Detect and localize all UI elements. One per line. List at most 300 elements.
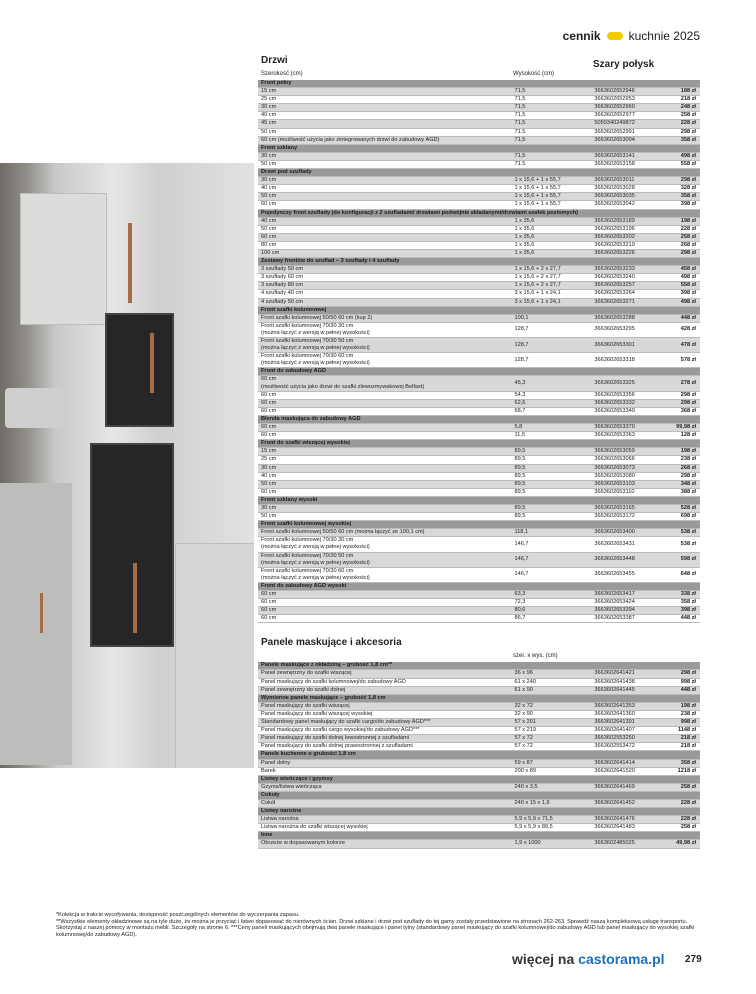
table-row	[258, 529, 700, 537]
table-row	[258, 687, 700, 695]
item-name: 15 cm	[261, 88, 277, 95]
item-price: 398 zł	[680, 607, 696, 614]
item-name: Front szafki kolumnowej 70/30 30 cm (można łączyć z wersją w pełnej wysokości)	[261, 322, 370, 336]
item-dimension: 89,5	[514, 448, 526, 455]
table-row	[258, 816, 700, 824]
item-dimension: 1 x 15,6 + 1 x 55,7	[514, 193, 561, 200]
item-dimension: 89,5	[514, 464, 526, 471]
item-dimension: 57 x 201	[514, 719, 536, 726]
item-code: 3663602653189	[594, 217, 635, 224]
table-row	[258, 727, 700, 735]
item-price: 358 zł	[680, 599, 696, 606]
item-price: 298 zł	[680, 472, 696, 479]
item-price: 558 zł	[680, 282, 696, 289]
item-dimension: 240 x 15 x 1,6	[514, 799, 550, 806]
item-dimension: 62,6	[514, 399, 526, 406]
item-name: 30 cm	[261, 104, 277, 111]
section-header	[258, 637, 700, 653]
header-right: kuchnie 2025	[628, 29, 700, 43]
item-price: 1148 zł	[677, 727, 696, 734]
table-group-header	[258, 145, 700, 153]
item-price: 1218 zł	[677, 767, 696, 774]
table-row	[258, 201, 700, 209]
item-code: 3663602641360	[594, 710, 635, 717]
item-dimension: 57 x 72	[514, 743, 533, 750]
item-code: 3663602641520	[594, 767, 635, 774]
item-price: 188 zł	[680, 88, 696, 95]
item-dimension: 71,5	[514, 160, 526, 167]
table-group-header	[258, 751, 700, 759]
item-dimension: 71,5	[514, 104, 526, 111]
item-code: 3663602641353	[594, 702, 635, 709]
item-name: 25 cm	[261, 96, 277, 103]
item-name: 30 cm	[261, 177, 277, 184]
table-row	[258, 599, 700, 607]
item-code: 3663602653011	[594, 177, 635, 184]
table-row	[258, 505, 700, 513]
item-price: 328 zł	[680, 185, 696, 192]
item-price: 298 zł	[680, 128, 696, 135]
item-dimension: 71,5	[514, 152, 526, 159]
table-row	[258, 607, 700, 615]
table-row	[258, 234, 700, 242]
group-label: Front szklany	[261, 144, 298, 151]
item-name: Front szafki kolumnowej 70/30 60 cm (można łączyć z wersją w pełnej wysokości)	[261, 353, 370, 367]
item-name: Cokół	[261, 799, 276, 806]
item-name: Listwa narożna	[261, 816, 299, 823]
table-group-header	[258, 583, 700, 591]
item-dimension: 118,1	[514, 529, 529, 536]
item-name: Front szafki kolumnowej 70/30 60 cm (można łączyć z wersją w pełnej wysokości)	[261, 567, 370, 581]
cabinet-handle	[128, 223, 132, 303]
item-dimension: 61 x 90	[514, 686, 533, 693]
item-code: 3663602653196	[594, 225, 635, 232]
item-price: 498 zł	[680, 298, 696, 305]
item-dimension: 59 x 87	[514, 759, 533, 766]
table-row	[258, 840, 700, 848]
item-code: 3663602653271	[594, 298, 635, 305]
item-dimension: 89,5	[514, 456, 526, 463]
table-row	[258, 456, 700, 464]
table-row	[258, 760, 700, 768]
item-dimension: 5,8	[514, 424, 523, 431]
item-price: 358 zł	[680, 136, 696, 143]
item-dimension: 86,7	[514, 615, 526, 622]
item-price: 498 zł	[680, 152, 696, 159]
item-price: 478 zł	[680, 341, 696, 348]
item-price: 298 zł	[680, 670, 696, 677]
item-name: 80 cm	[261, 241, 277, 248]
item-price: 358 zł	[680, 193, 696, 200]
item-code: 3663602653028	[594, 185, 635, 192]
cabinet-handle	[150, 333, 154, 393]
item-code: 3663602653370	[594, 424, 635, 431]
table-row	[258, 250, 700, 258]
item-price: 248 zł	[680, 104, 696, 111]
item-price: 298 zł	[680, 391, 696, 398]
item-code: 3663602641438	[594, 678, 635, 685]
item-code: 3663602653325	[594, 380, 635, 387]
table-row	[258, 408, 700, 416]
item-code: 5059340249872	[594, 120, 635, 127]
item-dimension: 61 x 240	[514, 678, 536, 685]
more-link[interactable]	[512, 951, 665, 967]
item-code: 3663602652991	[594, 128, 635, 135]
item-price: 298 zł	[680, 177, 696, 184]
item-dimension: 71,5	[514, 136, 526, 143]
item-dimension: 1 x 15,6 + 2 x 27,7	[514, 282, 561, 289]
item-dimension: 1 x 35,6	[514, 249, 535, 256]
item-price: 998 zł	[680, 719, 696, 726]
item-code: 3663602653356	[594, 391, 635, 398]
group-label: Listwy wieńczące i gzymsy	[261, 775, 333, 782]
item-price: 268 zł	[680, 241, 696, 248]
item-code: 3663602653110	[594, 488, 635, 495]
item-code: 3663602653042	[594, 201, 635, 208]
item-price: 448 zł	[680, 314, 696, 321]
item-dimension: 57 x 72	[514, 735, 533, 742]
item-name: 60 cm	[261, 399, 277, 406]
item-name: 15 cm	[261, 448, 277, 455]
item-price: 398 zł	[680, 290, 696, 297]
table-row	[258, 473, 700, 481]
item-price: 558 zł	[680, 160, 696, 167]
item-name: 60 cm	[261, 488, 277, 495]
item-dimension: 68,7	[514, 407, 526, 414]
table-group-header	[258, 210, 700, 218]
item-name: 3 szuflady 60 cm	[261, 274, 303, 281]
table-group-header	[258, 307, 700, 315]
item-dimension: 1 x 15,6 + 2 x 27,7	[514, 274, 561, 281]
section-columns	[258, 653, 700, 662]
item-price: 218 zł	[680, 96, 696, 103]
item-dimension: 45,3	[514, 380, 526, 387]
item-dimension: 71,5	[514, 128, 526, 135]
price-table	[258, 55, 700, 849]
item-code: 3663602653158	[594, 160, 635, 167]
item-code: 3663602653141	[594, 152, 635, 159]
table-row	[258, 161, 700, 169]
column-height-header: szer. x wys. (cm)	[513, 653, 558, 660]
group-label: Cokoły	[261, 791, 280, 798]
item-price: 388 zł	[680, 488, 696, 495]
item-dimension: 89,5	[514, 513, 526, 520]
table-group-header	[258, 695, 700, 703]
table-row	[258, 242, 700, 250]
wall-cabinet	[20, 193, 107, 325]
table-row	[258, 299, 700, 307]
item-dimension: 200 x 89	[514, 767, 536, 774]
item-price: 99,98 zł	[676, 424, 696, 431]
table-row	[258, 282, 700, 290]
item-name: 30 cm	[261, 504, 277, 511]
table-row	[258, 177, 700, 185]
table-row	[258, 338, 700, 353]
table-row	[258, 218, 700, 226]
table-row	[258, 591, 700, 599]
item-name: 50 cm	[261, 160, 277, 167]
item-price: 428 zł	[680, 326, 696, 333]
item-price: 258 zł	[680, 824, 696, 831]
item-price: 298 zł	[680, 249, 696, 256]
item-dimension: 1 x 35,6	[514, 225, 535, 232]
table-group-header	[258, 368, 700, 376]
item-dimension: 71,5	[514, 120, 526, 127]
item-code: 3663602653219	[594, 241, 635, 248]
item-code: 3663602652946	[594, 88, 635, 95]
group-label: Front do zabudowy AGD wysoki	[261, 582, 347, 589]
item-price: 368 zł	[680, 407, 696, 414]
cabinet-handle	[133, 563, 137, 633]
table-row	[258, 129, 700, 137]
table-row	[258, 96, 700, 104]
item-name: Barek	[261, 767, 276, 774]
group-label: Front szafki kolumnowej wysokiej	[261, 521, 352, 528]
group-label: Wymienne panele maskujące – grubość 1,8 cm	[261, 694, 386, 701]
item-code: 3663602653004	[594, 136, 635, 143]
table-row	[258, 185, 700, 193]
item-price: 49,98 zł	[676, 840, 696, 847]
microwave-oven	[105, 313, 174, 427]
item-price: 538 zł	[680, 540, 696, 547]
item-name: 60 cm	[261, 233, 277, 240]
group-label: Drzwi pod szuflady	[261, 169, 312, 176]
item-code: 3663602653202	[594, 233, 635, 240]
table-row	[258, 615, 700, 623]
item-code: 3663602653455	[594, 571, 635, 578]
item-dimension: 89,5	[514, 488, 526, 495]
cabinet-handle	[40, 593, 43, 633]
item-code: 3663602641391	[594, 719, 635, 726]
item-name: Obrzeże w dopasowanym kolorze	[261, 840, 345, 847]
item-name: 50 cm	[261, 513, 277, 520]
table-row	[258, 323, 700, 338]
item-code: 3663602653424	[594, 599, 635, 606]
item-code: 3663602641421	[594, 670, 635, 677]
table-group-header	[258, 258, 700, 266]
column-color-header: Szary połysk	[593, 59, 655, 70]
table-group-header	[258, 440, 700, 448]
item-name: Panel maskujący do szafki dolnej prawostronnej z szufladami	[261, 743, 413, 750]
item-price: 238 zł	[680, 710, 696, 717]
tall-cabinet	[175, 543, 254, 768]
item-code: 3663602653349	[594, 407, 635, 414]
item-code: 3663602653073	[594, 464, 635, 471]
item-name: 50 cm	[261, 193, 277, 200]
item-price: 218 zł	[680, 743, 696, 750]
item-code: 3663602653448	[594, 556, 635, 563]
item-name: 60 cm	[261, 407, 277, 414]
item-dimension: 89,5	[514, 480, 526, 487]
table-row	[258, 711, 700, 719]
table-row	[258, 400, 700, 408]
item-dimension: 63,3	[514, 591, 526, 597]
table-row	[258, 670, 700, 678]
item-code: 3663602641452	[594, 799, 635, 806]
table-row	[258, 824, 700, 832]
item-name: Panel maskujący do szafki wiszącej wysokiej	[261, 710, 373, 717]
item-code: 3663602641407	[594, 727, 635, 734]
table-row	[258, 703, 700, 711]
yellow-pill-icon	[607, 32, 623, 40]
item-code: 3663602653301	[594, 341, 635, 348]
item-name: 60 cm (możliwość użycia jako zintegrowanych drzwi do zabudowy AGD)	[261, 136, 440, 143]
item-price: 298 zł	[680, 399, 696, 406]
item-dimension: 1 x 35,6	[514, 233, 535, 240]
table-row	[258, 193, 700, 201]
item-dimension: 72,3	[514, 599, 526, 606]
table-group-header	[258, 662, 700, 670]
item-dimension: 1 x 15,6 + 1 x 55,7	[514, 185, 561, 192]
item-price: 228 zł	[680, 120, 696, 127]
table-row	[258, 432, 700, 440]
item-price: 458 zł	[680, 266, 696, 273]
table-row	[258, 568, 700, 583]
item-price: 648 zł	[680, 571, 696, 578]
table-row	[258, 315, 700, 323]
table-row	[258, 719, 700, 727]
item-name: 40 cm	[261, 472, 277, 479]
item-name: 40 cm	[261, 217, 277, 224]
item-dimension: 146,7	[514, 571, 529, 578]
item-code: 3663602653394	[594, 607, 635, 614]
column-width-header: Szerokość (cm)	[261, 71, 303, 77]
item-code: 3663602653363	[594, 432, 635, 439]
item-code: 3663602553250	[594, 735, 635, 742]
item-name: Panel maskujący do szafki dolnej lewostronnej z szufladami	[261, 735, 409, 742]
item-dimension: 128,7	[514, 356, 529, 363]
item-price: 258 zł	[680, 233, 696, 240]
group-label: Front szafki kolumnowej	[261, 306, 327, 313]
item-dimension: 1,9 x 1000	[514, 840, 541, 847]
table-row	[258, 481, 700, 489]
table-group-header	[258, 792, 700, 800]
built-in-oven	[90, 443, 174, 647]
table-row	[258, 553, 700, 568]
item-dimension: 1 x 35,6	[514, 241, 535, 248]
item-price: 998 zł	[680, 678, 696, 685]
item-code: 3663602653059	[594, 448, 635, 455]
table-row	[258, 735, 700, 743]
item-name: Panel maskujący do szafki cargo wysokiej/do zabudowy AGD***	[261, 727, 420, 734]
item-code: 3663602653165	[594, 504, 635, 511]
item-code: 3663602652977	[594, 112, 635, 119]
table-row	[258, 153, 700, 161]
table-row	[258, 513, 700, 521]
group-label: Pojedynczy front szuflady (do konfiguracji z 2 szufladami/ drzwiami podwójnie składanymi/drzwiami szafek poziomych)	[261, 209, 579, 216]
item-name: 4 szuflady 40 cm	[261, 290, 303, 297]
item-name: 40 cm	[261, 112, 277, 119]
item-code: 3663602653233	[594, 266, 635, 273]
section-gap	[258, 623, 700, 637]
item-name: 60 cm	[261, 424, 277, 431]
item-price: 198 zł	[680, 448, 696, 455]
item-code: 3663602653240	[594, 274, 635, 281]
item-name: Front szafki kolumnowej 70/30 50 cm (można łączyć z wersją w pełnej wysokości)	[261, 552, 370, 566]
item-code: 3663602653264	[594, 290, 635, 297]
table-row	[258, 465, 700, 473]
item-dimension: 1 x 15,6 + 1 x 55,7	[514, 201, 561, 208]
item-code: 3663602641476	[594, 816, 635, 823]
item-name: 60 cm	[261, 201, 277, 208]
page-number: 279	[685, 954, 702, 965]
item-code: 3663602653332	[594, 399, 635, 406]
item-code: 3663602653417	[594, 591, 635, 597]
item-dimension: 146,7	[514, 540, 529, 547]
group-label: Blenda maskująca do zabudowy AGD	[261, 415, 361, 422]
item-name: 50 cm	[261, 225, 277, 232]
item-dimension: 5,9 x 5,9 x 71,5	[514, 816, 553, 823]
item-dimension: 71,5	[514, 96, 526, 103]
item-price: 278 zł	[680, 380, 696, 387]
item-dimension: 32 x 90	[514, 710, 533, 717]
item-dimension: 80,6	[514, 607, 526, 614]
item-name: 45 cm	[261, 120, 277, 127]
item-price: 398 zł	[680, 201, 696, 208]
coffee-machine	[5, 388, 65, 428]
item-code: 3663602641469	[594, 783, 635, 790]
item-name: 3 szuflady 80 cm	[261, 282, 303, 289]
item-code: 3663602652960	[594, 104, 635, 111]
item-name: 60 cm (możliwość użycia jako drzwi do szafki zlewozmywakowej Belfast)	[261, 376, 425, 390]
group-label: Front szklany wysoki	[261, 496, 318, 503]
table-row	[258, 743, 700, 751]
item-price: 198 zł	[680, 702, 696, 709]
table-row	[258, 537, 700, 552]
item-name: 25 cm	[261, 456, 277, 463]
item-code: 3663602653226	[594, 249, 635, 256]
item-name: Panel zewnętrzny do szafki wiszącej	[261, 670, 352, 677]
item-price: 448 zł	[680, 686, 696, 693]
table-row	[258, 800, 700, 808]
item-price: 228 zł	[680, 816, 696, 823]
item-dimension: 3 x 15,6 + 1 x 24,1	[514, 290, 561, 297]
item-code: 3663602652953	[594, 96, 635, 103]
item-code: 3663602553472	[594, 743, 635, 750]
table-group-header	[258, 521, 700, 529]
table-row	[258, 266, 700, 274]
footnote: *Kolekcja w trakcie wycofywania, dostępność poszczególnych elementów do wyczerpania zapasu. **Wszystkie elementy okładzinowe są na tyle duże, że można je przyciąć i łatwo dopasować do nierównych ścian. Drzwi szklane i drzwi pod szuflady do tej gamy zostały przedstawione na stronach 262-263. Sprawdź naszą kompleksową usługę transportu. Skorzystaj z naszej pomocy w montażu mebli. Szczegóły na stronie 6. ***Ceny paneli maskujących obejmują dwa panele maskujące i panel tylny (standardowy panel maskujący do szafki kolumnowej/do zabudowy AGD lub panel maskujący do wysokiej szafki kolumnowej/do zabudowy AGD).	[56, 912, 695, 938]
table-group-header	[258, 416, 700, 424]
item-price: 698 zł	[680, 513, 696, 520]
item-name: Front szafki kolumnowej 70/30 30 cm (można łączyć z wersją w pełnej wysokości)	[261, 537, 370, 551]
item-name: Panel dolny	[261, 759, 291, 766]
table-row	[258, 448, 700, 456]
item-code: 3663602485025	[594, 840, 635, 847]
item-name: 30 cm	[261, 152, 277, 159]
item-name: Panel maskujący do szafki kolumnowej/do zabudowy AGD	[261, 678, 406, 685]
table-group-header	[258, 808, 700, 816]
item-code: 3663602653103	[594, 480, 635, 487]
item-code: 3663602653288	[594, 314, 635, 321]
item-name: Front szafki kolumnowej 70/30 50 cm (można łączyć z wersją w pełnej wysokości)	[261, 338, 370, 352]
table-row	[258, 120, 700, 128]
table-row	[258, 88, 700, 96]
item-dimension: 54,3	[514, 391, 526, 398]
group-label: Inne	[261, 832, 273, 839]
item-name: 60 cm	[261, 391, 277, 398]
table-row	[258, 353, 700, 368]
group-label: Listwy narożne	[261, 808, 302, 815]
kitchen-photo	[0, 163, 254, 768]
base-cabinet	[0, 483, 72, 765]
site-link[interactable]: castorama.pl	[578, 951, 665, 967]
item-code: 3663602653318	[594, 356, 635, 363]
table-row	[258, 274, 700, 282]
table-group-header	[258, 776, 700, 784]
item-price: 128 zł	[680, 432, 696, 439]
item-price: 338 zł	[680, 591, 696, 597]
